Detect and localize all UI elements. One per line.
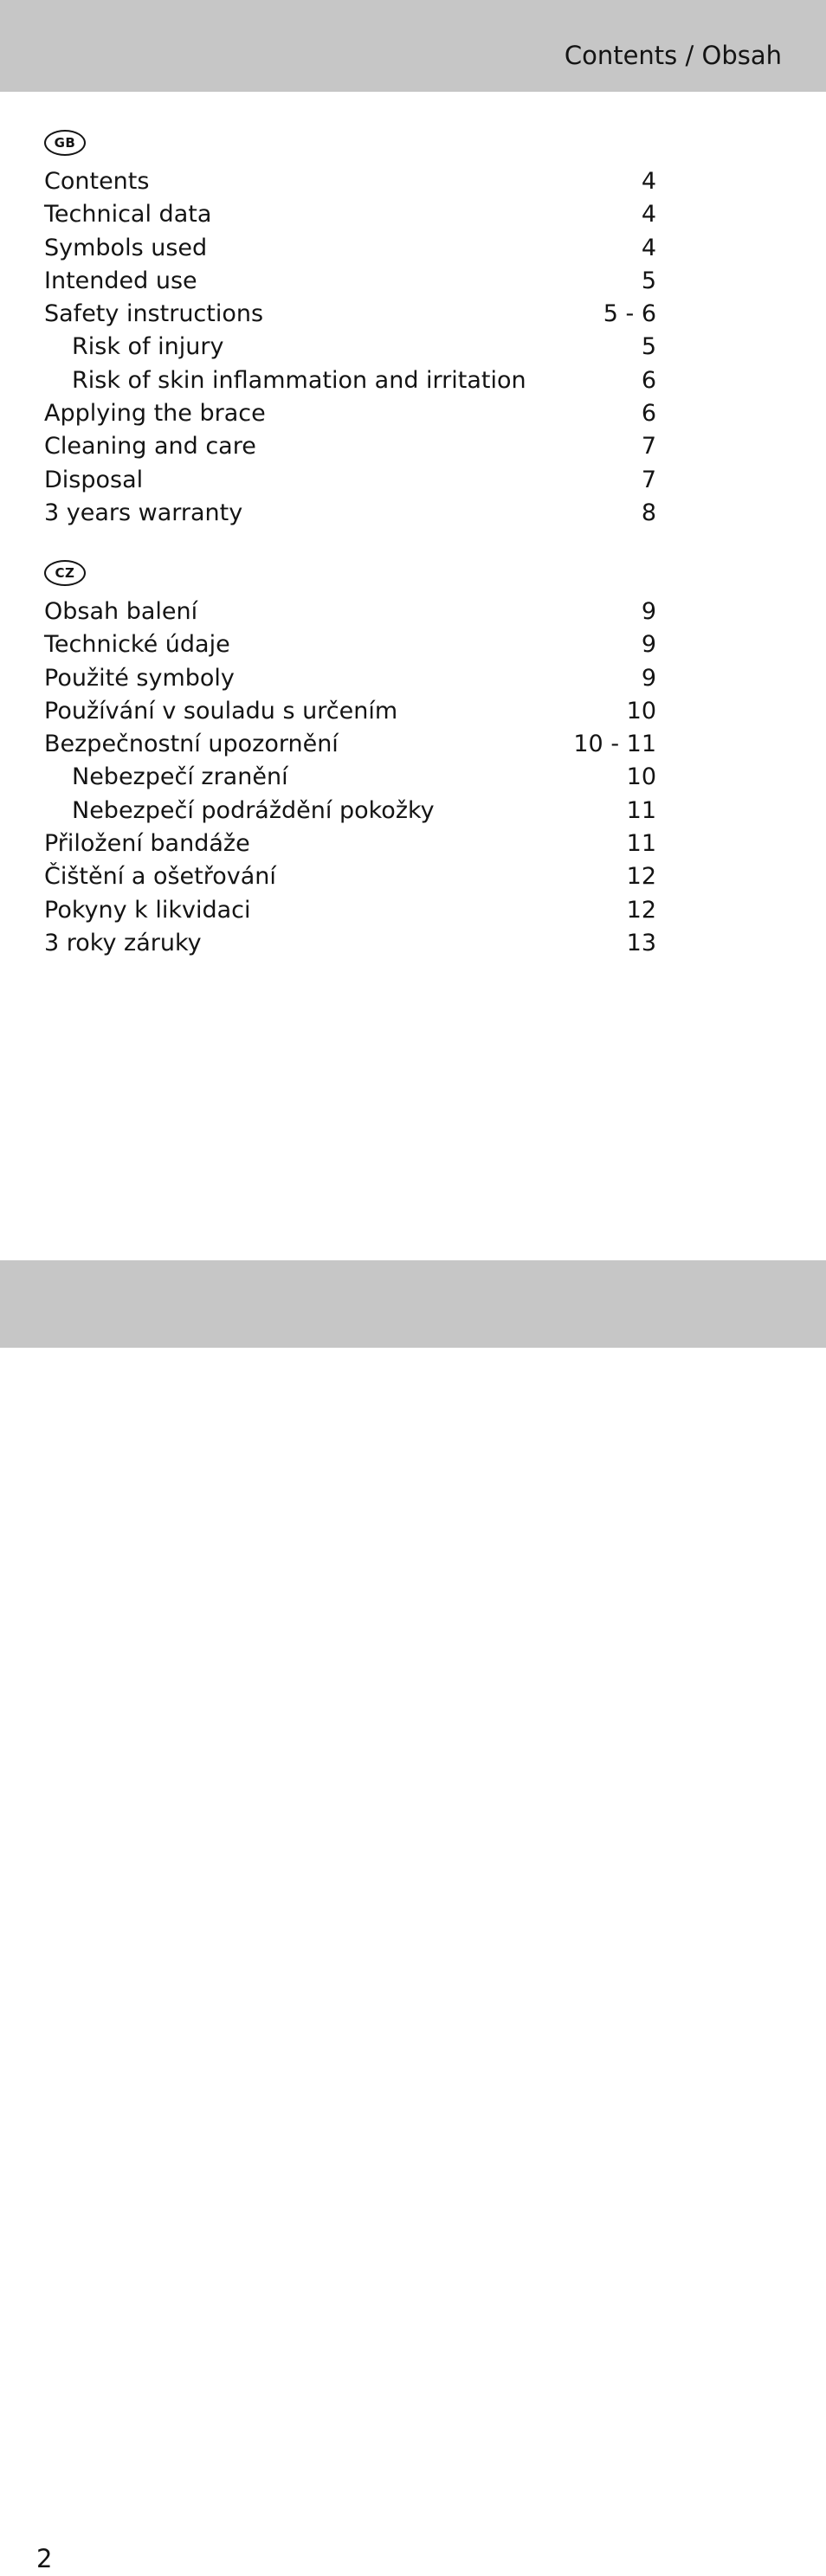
toc-entry-label: Technické údaje <box>44 631 230 659</box>
toc-entry-label: Safety instructions <box>44 300 264 328</box>
header-bar <box>0 0 826 92</box>
toc-entry-page: 5 <box>641 267 656 294</box>
toc-entry-label: Pokyny k likvidaci <box>44 896 251 924</box>
toc-entry <box>44 662 656 695</box>
toc-entry <box>44 397 656 430</box>
toc-section-gb <box>44 130 656 530</box>
toc-entry-page: 4 <box>641 168 656 195</box>
toc-entry <box>44 232 656 265</box>
toc-entry <box>44 894 656 927</box>
toc-entry-page: 8 <box>641 499 656 526</box>
toc-entry-page: 10 <box>626 763 656 791</box>
toc-entry-label: Nebezpečí podráždění pokožky <box>72 796 435 824</box>
toc-entry <box>44 497 656 530</box>
toc-entry-label: 3 roky záruky <box>44 929 202 956</box>
toc-entry-label: Cleaning and care <box>44 433 256 460</box>
toc-entry-label: Intended use <box>44 267 197 294</box>
toc-entry-page: 12 <box>626 896 656 924</box>
toc-entry-page: 6 <box>641 366 656 394</box>
page-title: Contents / Obsah <box>564 41 782 70</box>
toc-subentry <box>44 331 656 364</box>
toc-entry-label: 3 years warranty <box>44 499 243 526</box>
country-badge-cz: CZ <box>44 560 86 586</box>
toc-entry-page: 6 <box>641 400 656 428</box>
toc-entry <box>44 860 656 893</box>
toc-entry <box>44 628 656 661</box>
toc-entry <box>44 298 656 331</box>
toc-entry-label: Technical data <box>44 201 212 229</box>
toc-entry-page: 9 <box>641 664 656 692</box>
toc-list-cz <box>44 596 656 960</box>
toc-entry <box>44 828 656 860</box>
toc-entry-page: 12 <box>626 863 656 891</box>
toc-entry-label: Applying the brace <box>44 400 266 428</box>
toc-entry <box>44 265 656 298</box>
toc-entry-page: 4 <box>641 234 656 261</box>
toc-entry-label: Použité symboly <box>44 664 235 692</box>
toc-entry-label: Přiložení bandáže <box>44 830 250 858</box>
toc-entry-label: Nebezpečí zranění <box>72 763 288 791</box>
toc-entry-page: 13 <box>626 929 656 956</box>
toc-entry-label: Obsah balení <box>44 598 198 625</box>
toc-entry-label: Disposal <box>44 466 144 493</box>
toc-entry-page: 4 <box>641 201 656 229</box>
toc-subentry <box>44 761 656 794</box>
toc-section-cz <box>44 560 656 960</box>
toc-entry-label: Používání v souladu s určením <box>44 697 398 724</box>
toc-subentry <box>44 364 656 397</box>
toc-entry-label: Risk of skin inflammation and irritation <box>72 366 526 394</box>
toc-entry-page: 7 <box>641 466 656 493</box>
toc-entry-page: 9 <box>641 631 656 659</box>
toc-entry <box>44 695 656 728</box>
country-badge-gb: GB <box>44 130 86 156</box>
page-number: 2 <box>36 2544 53 2573</box>
toc-entry <box>44 430 656 463</box>
toc-entry-page: 10 - 11 <box>573 731 656 758</box>
toc-subentry <box>44 795 656 828</box>
toc-entry <box>44 198 656 231</box>
toc-entry <box>44 728 656 761</box>
toc-entry <box>44 464 656 497</box>
toc-entry-page: 11 <box>626 830 656 858</box>
toc-entry-page: 10 <box>626 697 656 724</box>
footer-bar <box>0 1260 826 2573</box>
toc-entry-page: 9 <box>641 598 656 625</box>
toc-entry-label: Bezpečnostní upozornění <box>44 731 339 758</box>
toc-entry-page: 5 - 6 <box>603 300 656 328</box>
toc-entry-label: Symbols used <box>44 234 208 261</box>
toc-entry <box>44 165 656 198</box>
toc-list-gb <box>44 165 656 530</box>
toc-entry <box>44 596 656 628</box>
toc-entry-page: 7 <box>641 433 656 460</box>
toc-entry-label: Contents <box>44 168 150 195</box>
toc-entry-page: 5 <box>641 333 656 361</box>
toc-entry-page: 11 <box>626 796 656 824</box>
toc-entry <box>44 927 656 960</box>
toc-entry-label: Čištění a ošetřování <box>44 863 276 891</box>
toc-entry-label: Risk of injury <box>72 333 224 361</box>
